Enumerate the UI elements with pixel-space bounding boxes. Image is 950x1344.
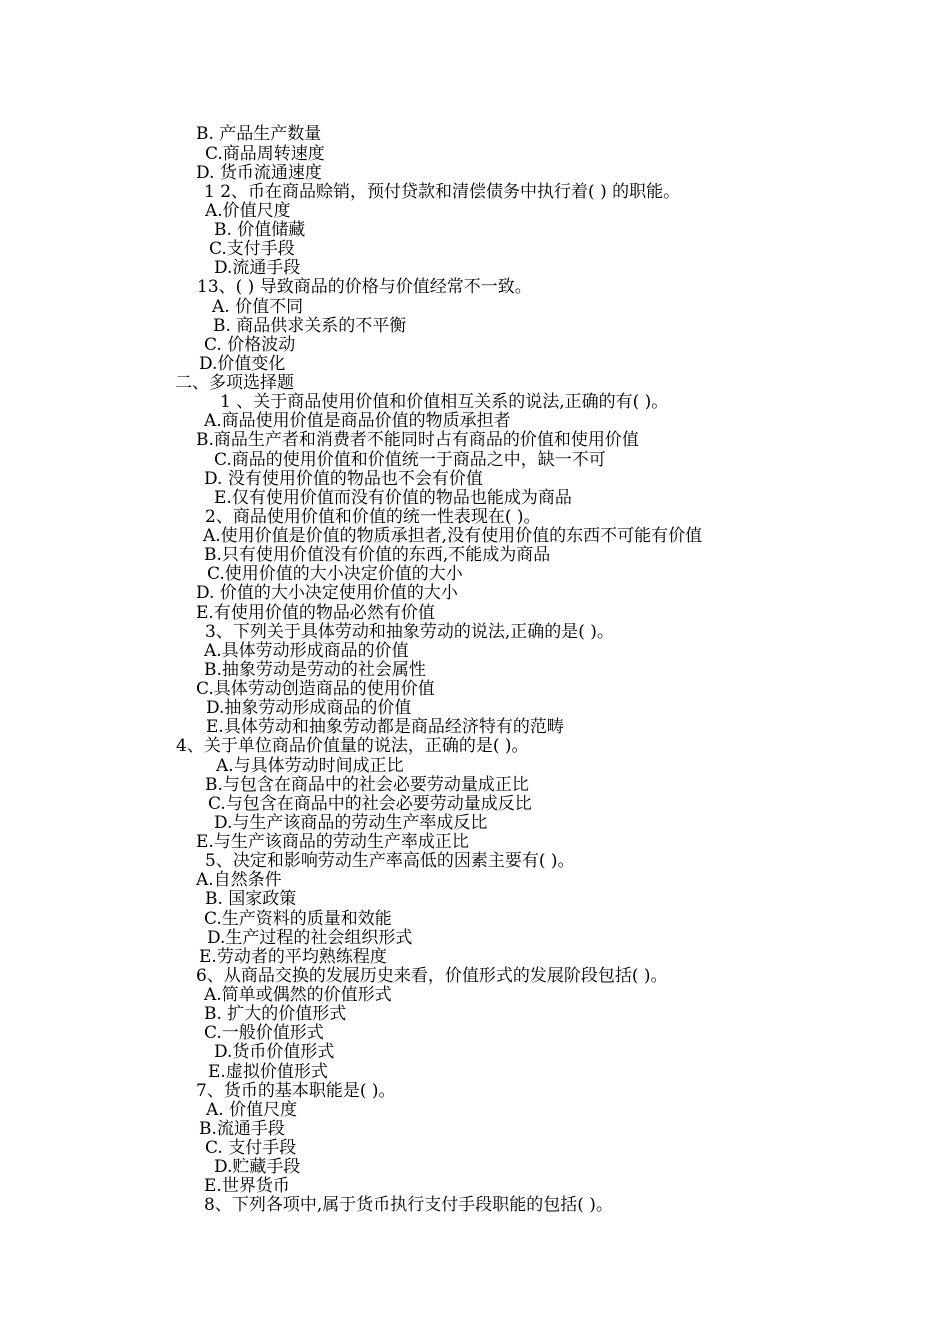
text-line: 5、决定和影响劳动生产率高低的因素主要有( )。	[205, 851, 575, 871]
text-line: 3、下列关于具体劳动和抽象劳动的说法,正确的是( )。	[205, 622, 614, 642]
text-line: D. 货币流通速度	[196, 163, 322, 183]
text-line: 4、关于单位商品价值量的说法，正确的是( )。	[176, 736, 529, 756]
text-line: D. 价值的大小决定使用价值的大小	[196, 583, 458, 603]
text-line: B.抽象劳动是劳动的社会属性	[204, 660, 426, 680]
text-line: A.商品使用价值是商品价值的物质承担者	[204, 411, 511, 431]
text-line: A.与具体劳动时间成正比	[216, 756, 404, 776]
text-line: E.虚拟价值形式	[208, 1062, 328, 1082]
text-line: C.使用价值的大小决定价值的大小	[207, 564, 463, 584]
text-line: E.劳动者的平均熟练程度	[199, 947, 387, 967]
text-line: E.仅有使用价值而没有价值的物品也能成为商品	[214, 488, 572, 508]
text-line: B.流通手段	[199, 1119, 285, 1139]
text-line: A. 价值尺度	[206, 1100, 298, 1120]
text-line: D.生产过程的社会组织形式	[207, 928, 413, 948]
text-line: B. 国家政策	[205, 889, 297, 909]
section-heading: 二、多项选择题	[175, 373, 294, 393]
text-line: B.只有使用价值没有价值的东西,不能成为商品	[204, 545, 551, 565]
text-line: B. 产品生产数量	[196, 124, 322, 144]
text-line: A.价值尺度	[205, 201, 291, 221]
text-line: B.商品生产者和消费者不能同时占有商品的价值和使用价值	[196, 430, 639, 450]
text-line: C.具体劳动创造商品的使用价值	[196, 679, 435, 699]
text-line: B. 价值储藏	[214, 220, 306, 240]
text-line: E.与生产该商品的劳动生产率成正比	[196, 832, 469, 852]
text-line: A.自然条件	[196, 870, 282, 890]
text-line: D.货币价值形式	[214, 1042, 335, 1062]
text-line: C.一般价值形式	[204, 1023, 324, 1043]
text-line: C. 支付手段	[205, 1138, 297, 1158]
text-line: 1 、关于商品使用价值和价值相互关系的说法,正确的有( )。	[220, 392, 669, 412]
text-line: C. 价格波动	[204, 335, 296, 355]
text-line: D.与生产该商品的劳动生产率成反比	[214, 813, 488, 833]
text-line: 2、商品使用价值和价值的统一性表现在( )。	[205, 507, 541, 527]
text-line: 1 2、币在商品赊销，预付贷款和清偿债务中执行着( ) 的职能。	[204, 182, 681, 202]
text-line: E.有使用价值的物品必然有价值	[196, 603, 435, 623]
text-line: B.与包含在商品中的社会必要劳动量成正比	[205, 775, 529, 795]
text-line: D.贮藏手段	[214, 1157, 301, 1177]
text-line: D.抽象劳动形成商品的价值	[206, 698, 412, 718]
text-line: A.具体劳动形成商品的价值	[204, 641, 409, 661]
text-line: B. 扩大的价值形式	[204, 1004, 347, 1024]
text-line: D.价值变化	[199, 354, 286, 374]
text-line: C.支付手段	[209, 239, 295, 259]
text-line: A.使用价值是价值的物质承担者,没有使用价值的东西不可能有价值	[203, 526, 703, 546]
text-line: E.世界货币	[204, 1176, 290, 1196]
text-line: C.生产资料的质量和效能	[204, 909, 392, 929]
text-line: A. 价值不同	[212, 297, 304, 317]
text-line: 6、从商品交换的发展历史来看，价值形式的发展阶段包括( )。	[196, 966, 668, 986]
text-line: 8、下列各项中,属于货币执行支付手段职能的包括( )。	[204, 1195, 613, 1215]
text-line: D. 没有使用价值的物品也不会有价值	[204, 469, 483, 489]
text-line: C.商品周转速度	[205, 144, 325, 164]
text-line: B. 商品供求关系的不平衡	[213, 316, 407, 336]
text-line: 7、货币的基本职能是( )。	[196, 1081, 396, 1101]
text-line: C.与包含在商品中的社会必要劳动量成反比	[208, 794, 532, 814]
text-line: D.流通手段	[214, 258, 301, 278]
text-line: 13、( ) 导致商品的价格与价值经常不一致。	[197, 277, 532, 297]
text-line: C.商品的使用价值和价值统一于商品之中，缺一不可	[214, 450, 606, 470]
text-line: E.具体劳动和抽象劳动都是商品经济特有的范畴	[206, 717, 564, 737]
text-line: A.简单或偶然的价值形式	[204, 985, 392, 1005]
